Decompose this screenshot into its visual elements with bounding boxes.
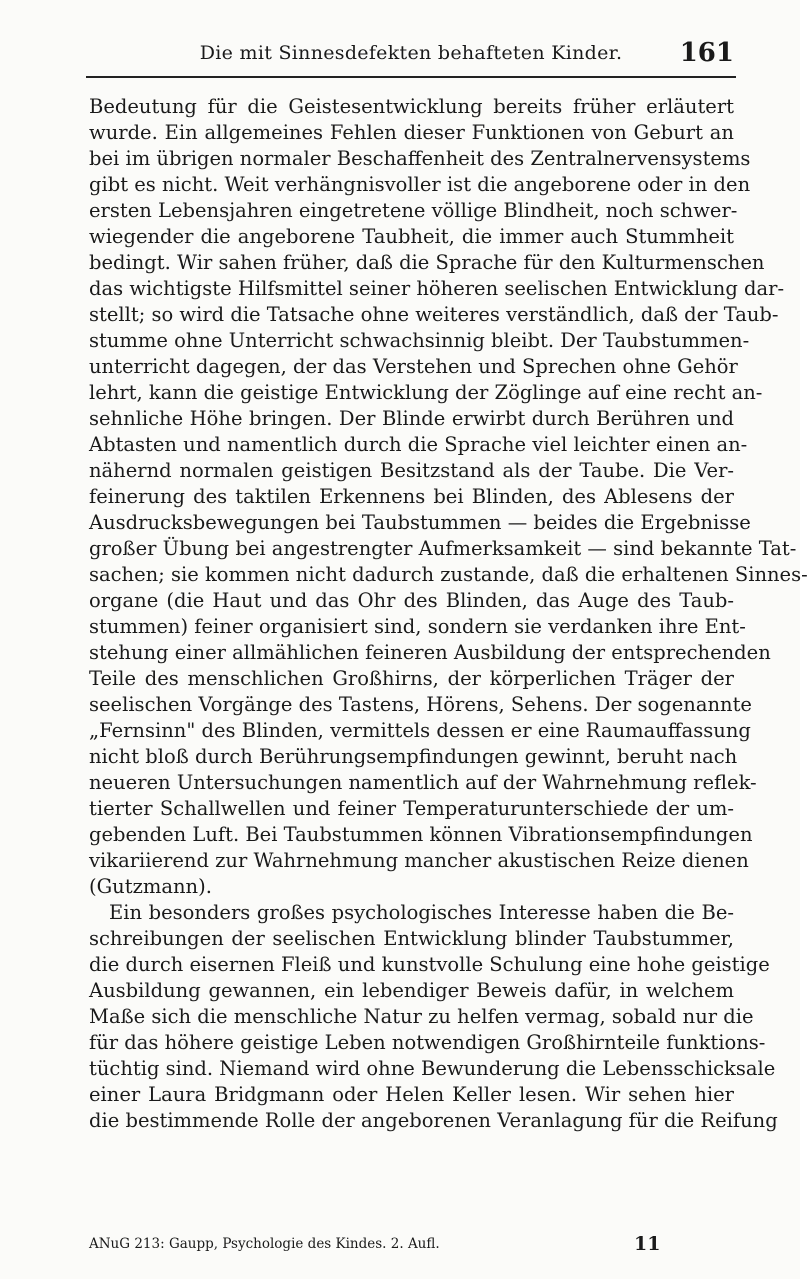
text-line: nähernd normalen geistigen Besitzstand als der Taube. Die Ver- — [89, 459, 734, 482]
text-line: Ein besonders großes psychologisches Interesse haben die Be- — [109, 901, 734, 924]
text-line: Bedeutung für die Geistesentwicklung bereits früher erläutert — [89, 95, 734, 118]
text-line: einer Laura Bridgmann oder Helen Keller lesen. Wir sehen hier — [89, 1083, 734, 1106]
text-line: Ausdrucksbewegungen bei Taubstummen — beides die Ergebnisse — [89, 511, 751, 534]
text-line: lehrt, kann die geistige Entwicklung der Zöglinge auf eine recht an- — [89, 381, 763, 404]
text-line: stummen) feiner organisiert sind, sondern sie verdanken ihre Ent- — [89, 615, 746, 638]
body-text — [89, 94, 808, 1134]
text-line: Maße sich die menschliche Natur zu helfen vermag, sobald nur die — [89, 1005, 754, 1028]
text-line: stellt; so wird die Tatsache ohne weiteres verständlich, daß der Taub- — [89, 303, 779, 326]
page-number: 161 — [679, 38, 734, 68]
text-line: gebenden Luft. Bei Taubstummen können Vibrationsempfindungen — [89, 823, 753, 846]
text-line: stehung einer allmählichen feineren Ausbildung der entsprechenden — [89, 641, 771, 664]
text-line: nicht bloß durch Berührungsempfindungen gewinnt, beruht nach — [89, 745, 738, 768]
text-line: schreibungen der seelischen Entwicklung blinder Taubstummer, — [89, 927, 734, 950]
text-line: Teile des menschlichen Großhirns, der körperlichen Träger der — [89, 667, 734, 690]
text-line: die durch eisernen Fleiß und kunstvolle Schulung eine hohe geistige — [89, 953, 770, 976]
text-line: (Gutzmann). — [89, 875, 212, 898]
text-line: großer Übung bei angestrengter Aufmerksamkeit — sind bekannte Tat- — [89, 537, 797, 560]
text-line: vikariierend zur Wahrnehmung mancher akustischen Reize dienen — [89, 849, 749, 872]
text-line: tüchtig sind. Niemand wird ohne Bewunderung die Lebensschicksale — [89, 1057, 776, 1080]
text-line: stumme ohne Unterricht schwachsinnig bleibt. Der Taubstummen- — [89, 329, 750, 352]
text-line: seelischen Vorgänge des Tastens, Hörens, Sehens. Der sogenannte — [89, 693, 752, 716]
text-line: die bestimmende Rolle der angeborenen Veranlagung für die Reifung — [89, 1109, 778, 1132]
text-line: organe (die Haut und das Ohr des Blinden, das Auge des Taub- — [89, 589, 734, 612]
text-line: bedingt. Wir sahen früher, daß die Sprache für den Kulturmenschen — [89, 251, 765, 274]
text-line: ersten Lebensjahren eingetretene völlige Blindheit, noch schwer- — [89, 199, 738, 222]
text-line: bei im übrigen normaler Beschaffenheit des Zentralnervensystems — [89, 147, 751, 170]
text-line: Ausbildung gewannen, ein lebendiger Beweis dafür, in welchem — [89, 979, 734, 1002]
text-line: unterricht dagegen, der das Verstehen und Sprechen ohne Gehör — [89, 355, 738, 378]
signature-mark: 11 — [634, 1233, 661, 1255]
page-header — [86, 36, 736, 78]
text-line: Abtasten und namentlich durch die Sprache viel leichter einen an- — [89, 433, 748, 456]
text-line: für das höhere geistige Leben notwendigen Großhirnteile funktions- — [89, 1031, 766, 1054]
text-line: sehnliche Höhe bringen. Der Blinde erwirbt durch Berühren und — [89, 407, 734, 430]
text-line: sachen; sie kommen nicht dadurch zustande, daß die erhaltenen Sinnes- — [89, 563, 808, 586]
imprint-line: ANuG 213: Gaupp, Psychologie des Kindes. 2. Aufl. — [89, 1236, 440, 1252]
text-line: wurde. Ein allgemeines Fehlen dieser Funktionen von Geburt an — [89, 121, 734, 144]
text-line: feinerung des taktilen Erkennens bei Blinden, des Ablesens der — [89, 485, 734, 508]
text-line: tierter Schallwellen und feiner Temperaturunterschiede der um- — [89, 797, 734, 820]
text-line: „Fernsinn" des Blinden, vermittels dessen er eine Raumauffassung — [89, 719, 751, 742]
text-line: das wichtigste Hilfsmittel seiner höheren seelischen Entwicklung dar- — [89, 277, 785, 300]
text-line: gibt es nicht. Weit verhängnisvoller ist die angeborene oder in den — [89, 173, 751, 196]
text-line: neueren Untersuchungen namentlich auf der Wahrnehmung reflek- — [89, 771, 757, 794]
running-title: Die mit Sinnesdefekten behafteten Kinder. — [199, 42, 623, 64]
text-line: wiegender die angeborene Taubheit, die immer auch Stummheit — [89, 225, 734, 248]
page-footer — [89, 1232, 734, 1256]
